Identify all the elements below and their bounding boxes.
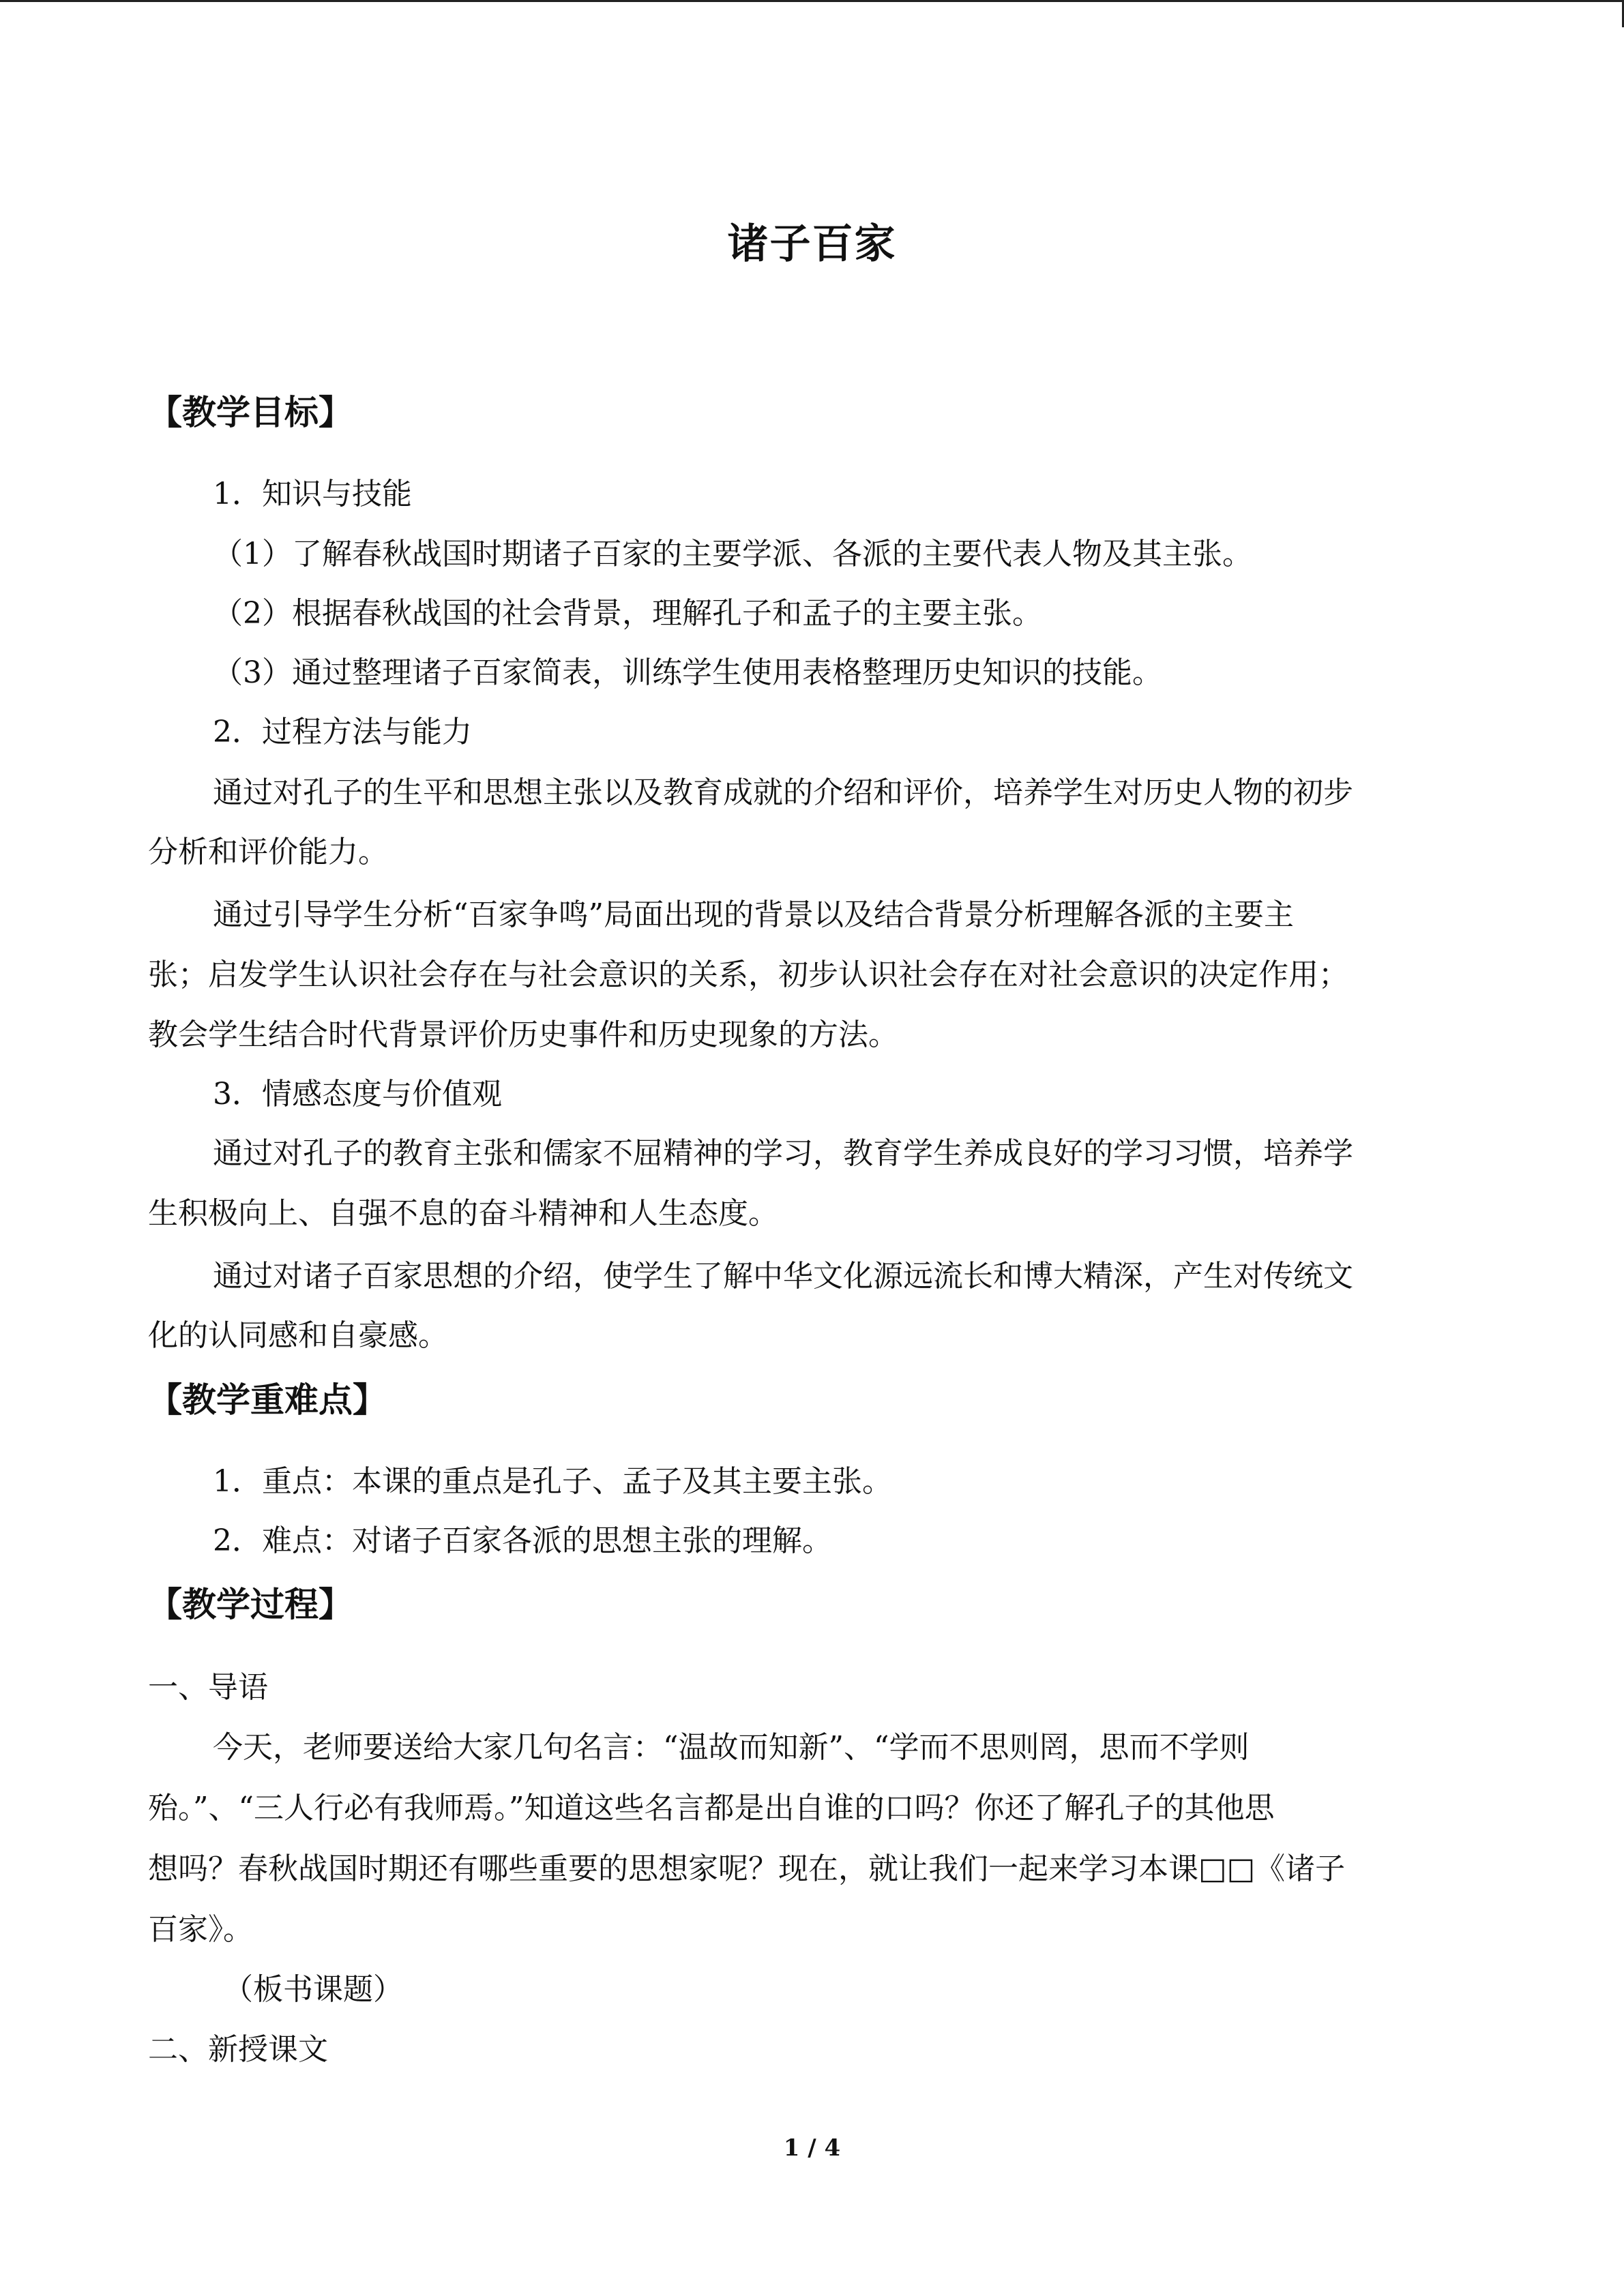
goal-1-heading: 1．知识与技能 <box>213 477 412 511</box>
goal-1a: （1）了解春秋战国时期诸子百家的主要学派、各派的主要代表人物及其主张。 <box>213 537 1252 571</box>
intro-line-3: 想吗？春秋战国时期还有哪些重要的思想家呢？现在，就让我们一起来学习本课□□《诸子 <box>148 1851 1346 1886</box>
keypoint-1: 1．重点：本课的重点是孔子、孟子及其主要主张。 <box>213 1464 892 1499</box>
goal-3-para-2-line-1: 通过对诸子百家思想的介绍，使学生了解中华文化源远流长和博大精深，产生对传统文 <box>213 1259 1353 1294</box>
goal-2-para-2-line-1: 通过引导学生分析“百家争鸣”局面出现的背景以及结合背景分析理解各派的主要主 <box>213 897 1294 932</box>
process-part-2-heading: 二、新授课文 <box>148 2032 328 2067</box>
page-number: 1 / 4 <box>783 2134 841 2162</box>
section-heading-goals: 【教学目标】 <box>148 393 353 432</box>
section-heading-keypoints: 【教学重难点】 <box>148 1380 387 1420</box>
keypoint-2: 2．难点：对诸子百家各派的思想主张的理解。 <box>213 1523 832 1558</box>
goal-2-para-2-line-2: 张；启发学生认识社会存在与社会意识的关系，初步认识社会存在对社会意识的决定作用； <box>148 957 1348 992</box>
goal-1c: （3）通过整理诸子百家简表，训练学生使用表格整理历史知识的技能。 <box>213 655 1162 690</box>
goal-3-para-1-line-1: 通过对孔子的教育主张和儒家不屈精神的学习，教育学生养成良好的学习习惯，培养学 <box>213 1136 1353 1171</box>
intro-line-2: 殆。”、“三人行必有我师焉。”知道这些名言都是出自谁的口吗？你还了解孔子的其他思 <box>148 1791 1275 1825</box>
goal-3-para-1-line-2: 生积极向上、自强不息的奋斗精神和人生态度。 <box>148 1196 778 1231</box>
top-border <box>0 0 1624 2</box>
goal-2-heading: 2．过程方法与能力 <box>213 715 472 749</box>
intro-line-1: 今天，老师要送给大家几句名言：“温故而知新”、“学而不思则罔，思而不学则 <box>213 1730 1250 1765</box>
goal-2-para-1-line-2: 分析和评价能力。 <box>148 835 388 869</box>
goal-3-para-2-line-2: 化的认同感和自豪感。 <box>148 1318 448 1353</box>
process-part-1-heading: 一、导语 <box>148 1670 268 1705</box>
section-heading-process: 【教学过程】 <box>148 1585 353 1624</box>
goal-1b: （2）根据春秋战国的社会背景，理解孔子和孟子的主要主张。 <box>213 596 1042 631</box>
page-title: 诸子百家 <box>727 220 897 268</box>
intro-note: （板书课题） <box>223 1972 403 2007</box>
intro-line-4: 百家》。 <box>148 1912 253 1947</box>
goal-3-heading: 3．情感态度与价值观 <box>213 1077 502 1112</box>
goal-2-para-1-line-1: 通过对孔子的生平和思想主张以及教育成就的介绍和评价，培养学生对历史人物的初步 <box>213 775 1353 810</box>
goal-2-para-2-line-3: 教会学生结合时代背景评价历史事件和历史现象的方法。 <box>148 1017 898 1052</box>
